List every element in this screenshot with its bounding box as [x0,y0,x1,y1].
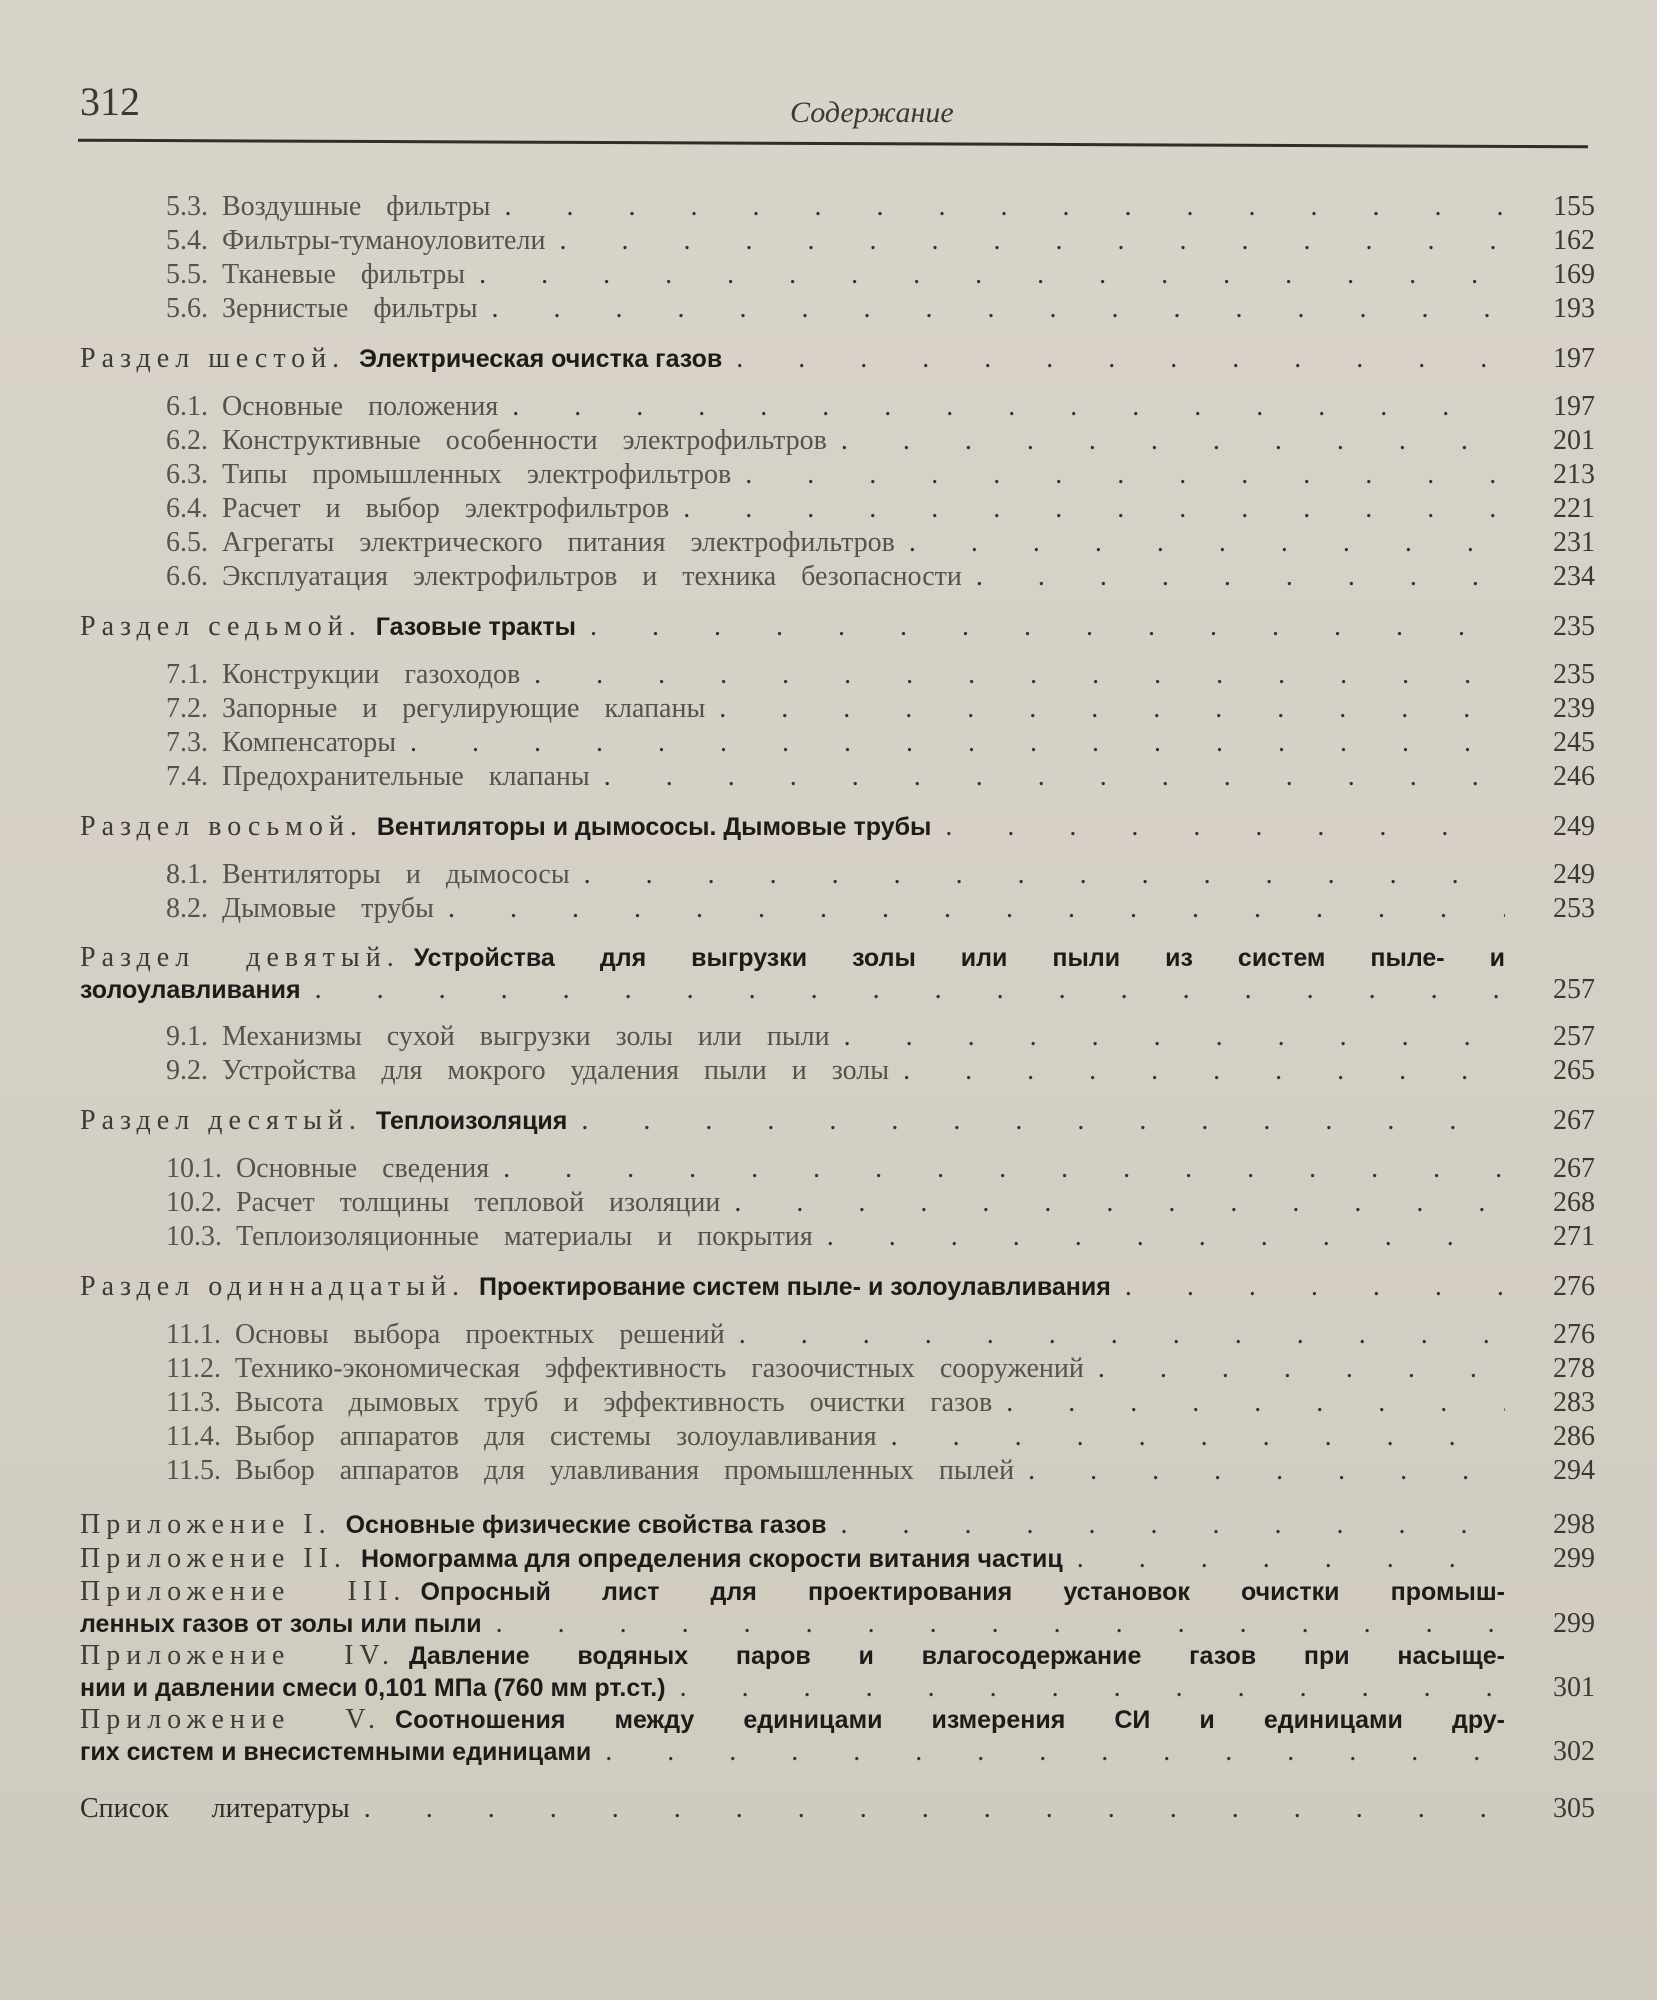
entry-number: 5.6. [166,293,208,324]
entry-page: 249 [1553,811,1595,842]
entry-title: Основные сведения [236,1153,490,1184]
dot-leader [1125,1270,1505,1304]
entry-page: 271 [1553,1221,1595,1252]
toc-bibliography-entry [80,1792,1595,1826]
entry-label: Раздел восьмой. [80,811,363,842]
entry-page: 278 [1553,1353,1595,1384]
dot-leader [680,1672,1505,1704]
entry-number: 10.3. [166,1221,222,1252]
entry-number: 5.5. [166,259,208,290]
dot-leader [559,224,1505,258]
entry-number: 6.4. [166,493,208,524]
dot-leader [448,892,1505,926]
entry-page: 169 [1553,259,1595,290]
toc-subsection-entry [80,424,1595,458]
dot-leader [504,190,1505,224]
entry-page: 197 [1553,343,1595,374]
toc-subsection-entry [80,526,1595,560]
toc-section-entry [80,1270,1595,1304]
entry-title: Основные положения [222,391,499,422]
toc-subsection-entry [80,692,1595,726]
entry-page: 301 [1553,1672,1595,1703]
entry-title: Вентиляторы и дымососы [222,859,570,890]
dot-leader [496,1608,1505,1640]
entry-title: Тканевые фильтры [222,259,466,290]
entry-page: 235 [1553,659,1595,690]
entry-number: 11.1. [166,1319,221,1350]
entry-title-continued: золоулавливания [80,976,301,1004]
toc-subsection-entry [80,1054,1595,1088]
entry-page: 201 [1553,425,1595,456]
entry-number: 6.3. [166,459,208,490]
dot-leader [827,1220,1505,1254]
entry-number: 11.4. [166,1421,221,1452]
entry-title: Давление водяных паров и влагосодержание газов при насыще- [409,1642,1505,1670]
entry-title-continued: ленных газов от золы или пыли [80,1610,482,1638]
entry-page: 294 [1553,1455,1595,1486]
toc-subsection-entry [80,1454,1595,1488]
entry-title: Расчет толщины тепловой изоляции [236,1187,721,1218]
entry-title: Фильтры-туманоуловители [222,225,546,256]
dot-leader [844,1020,1505,1054]
toc-subsection-entry [80,458,1595,492]
dot-leader [584,858,1505,892]
dot-leader [1006,1386,1505,1420]
entry-page: 239 [1553,693,1595,724]
entry-title: Запорные и регулирующие клапаны [222,693,706,724]
entry-title: Опросный лист для проектирования установок очистки промыш- [420,1578,1505,1606]
toc-subsection-entry [80,1352,1595,1386]
entry-page: 235 [1553,611,1595,642]
toc-subsection-entry [80,390,1595,424]
entry-title: Соотношения между единицами измерения СИ и единицами дру- [395,1706,1505,1734]
entry-number: 11.3. [166,1387,221,1418]
entry-line-2 [80,1672,1595,1704]
toc-appendix-entry [80,1542,1595,1576]
dot-leader [604,760,1505,794]
dot-leader [891,1420,1505,1454]
entry-number: 7.4. [166,761,208,792]
dot-leader [590,610,1505,644]
header-rule [78,139,1588,149]
entry-number: 10.1. [166,1153,222,1184]
dot-leader [945,810,1505,844]
entry-number: 6.1. [166,391,208,422]
dot-leader [736,342,1505,376]
dot-leader [492,292,1505,326]
entry-title-continued: нии и давлении смеси 0,101 МПа (760 мм рт.ст.) [80,1674,666,1702]
entry-label: Раздел седьмой. [80,611,362,642]
entry-page: 253 [1553,893,1595,924]
toc-section-entry [80,810,1595,844]
entry-number: 7.3. [166,727,208,758]
entry-title: Устройства для выгрузки золы или пыли из систем пыле- и [413,944,1505,972]
entry-title: Агрегаты электрического питания электрофильтров [222,527,895,558]
dot-leader [739,1318,1505,1352]
entry-label: Приложение II. [80,1543,347,1574]
entry-line-1 [80,1640,1595,1672]
toc-subsection-entry [80,560,1595,594]
entry-page: 197 [1553,391,1595,422]
entry-number: 10.2. [166,1187,222,1218]
entry-page: 234 [1553,561,1595,592]
entry-label: Приложение IV. [80,1640,396,1671]
table-of-contents [80,190,1595,1826]
entry-title: Конструктивные особенности электрофильтров [222,425,827,456]
entry-line-2 [80,1736,1595,1768]
entry-title: Высота дымовых труб и эффективность очистки газов [234,1387,993,1418]
entry-number: 5.4. [166,225,208,256]
entry-page: 302 [1553,1736,1595,1767]
entry-number: 6.6. [166,561,208,592]
entry-number: 6.5. [166,527,208,558]
entry-label: Приложение III. [80,1576,407,1607]
entry-number: 5.3. [166,191,208,222]
toc-subsection-entry [80,858,1595,892]
page-number: 312 [80,79,140,124]
toc-section-entry [80,342,1595,376]
dot-leader [909,526,1505,560]
entry-label: Раздел одиннадцатый. [80,1271,465,1302]
toc-section-entry [80,1104,1595,1138]
toc-subsection-entry [80,492,1595,526]
entry-title: Дымовые трубы [222,893,434,924]
toc-subsection-entry [80,726,1595,760]
toc-subsection-entry [80,760,1595,794]
entry-line-1 [80,1576,1595,1608]
running-header-title: Содержание [790,96,954,129]
entry-label: Раздел девятый. [80,942,400,973]
entry-label: Раздел шестой. [80,343,346,374]
entry-title: Расчет и выбор электрофильтров [222,493,670,524]
entry-title: Механизмы сухой выгрузки золы или пыли [222,1021,830,1052]
entry-title: Номограмма для определения скорости витания частиц [360,1545,1063,1573]
entry-page: 298 [1553,1509,1595,1540]
entry-page: 213 [1553,459,1595,490]
toc-subsection-entry [80,1152,1595,1186]
entry-number: 7.1. [166,659,208,690]
dot-leader [605,1736,1505,1768]
entry-page: 257 [1553,1021,1595,1052]
toc-subsection-entry [80,1318,1595,1352]
dot-leader [745,458,1505,492]
entry-page: 249 [1553,859,1595,890]
toc-subsection-entry [80,258,1595,292]
entry-page: 299 [1553,1608,1595,1639]
entry-page: 276 [1553,1319,1595,1350]
entry-title: Газовые тракты [375,613,576,641]
dot-leader [410,726,1505,760]
entry-title: Электрическая очистка газов [359,345,723,373]
entry-line-1 [80,942,1595,974]
entry-label: Раздел десятый. [80,1105,362,1136]
entry-title: Типы промышленных электрофильтров [222,459,732,490]
entry-number: 11.2. [166,1353,221,1384]
entry-label: Приложение I. [80,1509,332,1540]
entry-page: 305 [1553,1793,1595,1824]
dot-leader [581,1104,1505,1138]
dot-leader [1028,1454,1505,1488]
entry-label: Приложение V. [80,1704,382,1735]
entry-page: 231 [1553,527,1595,558]
entry-number: 7.2. [166,693,208,724]
entry-page: 267 [1553,1105,1595,1136]
entry-line-2 [80,1608,1595,1640]
entry-title: Воздушные фильтры [222,191,491,222]
entry-title: Эксплуатация электрофильтров и техника безопасности [222,561,962,592]
entry-page: 265 [1553,1055,1595,1086]
dot-leader [503,1152,1505,1186]
dot-leader [315,974,1505,1006]
dot-leader [719,692,1505,726]
entry-title: Теплоизоляция [375,1107,568,1135]
toc-subsection-entry [80,892,1595,926]
toc-subsection-entry [80,224,1595,258]
entry-page: 245 [1553,727,1595,758]
entry-title-continued: гих систем и внесистемными единицами [80,1738,592,1766]
toc-appendix-entry [80,1640,1595,1704]
entry-title: Зернистые фильтры [222,293,478,324]
toc-subsection-entry [80,1386,1595,1420]
entry-page: 193 [1553,293,1595,324]
entry-page: 267 [1553,1153,1595,1184]
entry-title: Выбор аппаратов для улавливания промышленных пылей [234,1455,1015,1486]
entry-number: 9.2. [166,1055,208,1086]
entry-page: 276 [1553,1271,1595,1302]
toc-appendix-entry [80,1704,1595,1768]
entry-title: Предохранительные клапаны [222,761,590,792]
toc-subsection-entry [80,292,1595,326]
entry-title: Основные физические свойства газов [345,1511,827,1539]
entry-number: 8.2. [166,893,208,924]
entry-page: 257 [1553,974,1595,1005]
toc-subsection-entry [80,1420,1595,1454]
toc-appendix-entry [80,1576,1595,1640]
toc-subsection-entry [80,1186,1595,1220]
dot-leader [1098,1352,1505,1386]
toc-subsection-entry [80,658,1595,692]
entry-page: 246 [1553,761,1595,792]
entry-page: 268 [1553,1187,1595,1218]
entry-title: Проектирование систем пыле- и золоулавливания [479,1273,1111,1301]
entry-title: Конструкции газоходов [222,659,521,690]
entry-title: Технико-экономическая эффективность газоочистных сооружений [234,1353,1084,1384]
dot-leader [512,390,1505,424]
dot-leader [734,1186,1505,1220]
dot-leader [364,1792,1505,1826]
entry-page: 155 [1553,191,1595,222]
entry-title: Список литературы [80,1793,350,1824]
dot-leader [534,658,1505,692]
entry-title: Выбор аппаратов для системы золоулавливания [234,1421,877,1452]
entry-page: 162 [1553,225,1595,256]
entry-line-2 [80,974,1595,1006]
entry-number: 11.5. [166,1455,221,1486]
entry-line-1 [80,1704,1595,1736]
entry-title: Устройства для мокрого удаления пыли и золы [222,1055,890,1086]
dot-leader [903,1054,1505,1088]
entry-page: 221 [1553,493,1595,524]
dot-leader [479,258,1505,292]
toc-appendix-entry [80,1508,1595,1542]
entry-number: 9.1. [166,1021,208,1052]
entry-title: Теплоизоляционные материалы и покрытия [236,1221,813,1252]
entry-page: 299 [1553,1543,1595,1574]
toc-subsection-entry [80,1020,1595,1054]
entry-title: Вентиляторы и дымососы. Дымовые трубы [376,813,932,841]
entry-title: Компенсаторы [222,727,397,758]
dot-leader [683,492,1505,526]
entry-page: 286 [1553,1421,1595,1452]
toc-subsection-entry [80,190,1595,224]
dot-leader [1077,1542,1505,1576]
dot-leader [976,560,1505,594]
entry-number: 8.1. [166,859,208,890]
toc-subsection-entry [80,1220,1595,1254]
entry-page: 283 [1553,1387,1595,1418]
dot-leader [841,424,1505,458]
entry-title: Основы выбора проектных решений [234,1319,725,1350]
toc-section-entry [80,610,1595,644]
entry-number: 6.2. [166,425,208,456]
toc-section-entry [80,942,1595,1006]
dot-leader [840,1508,1505,1542]
